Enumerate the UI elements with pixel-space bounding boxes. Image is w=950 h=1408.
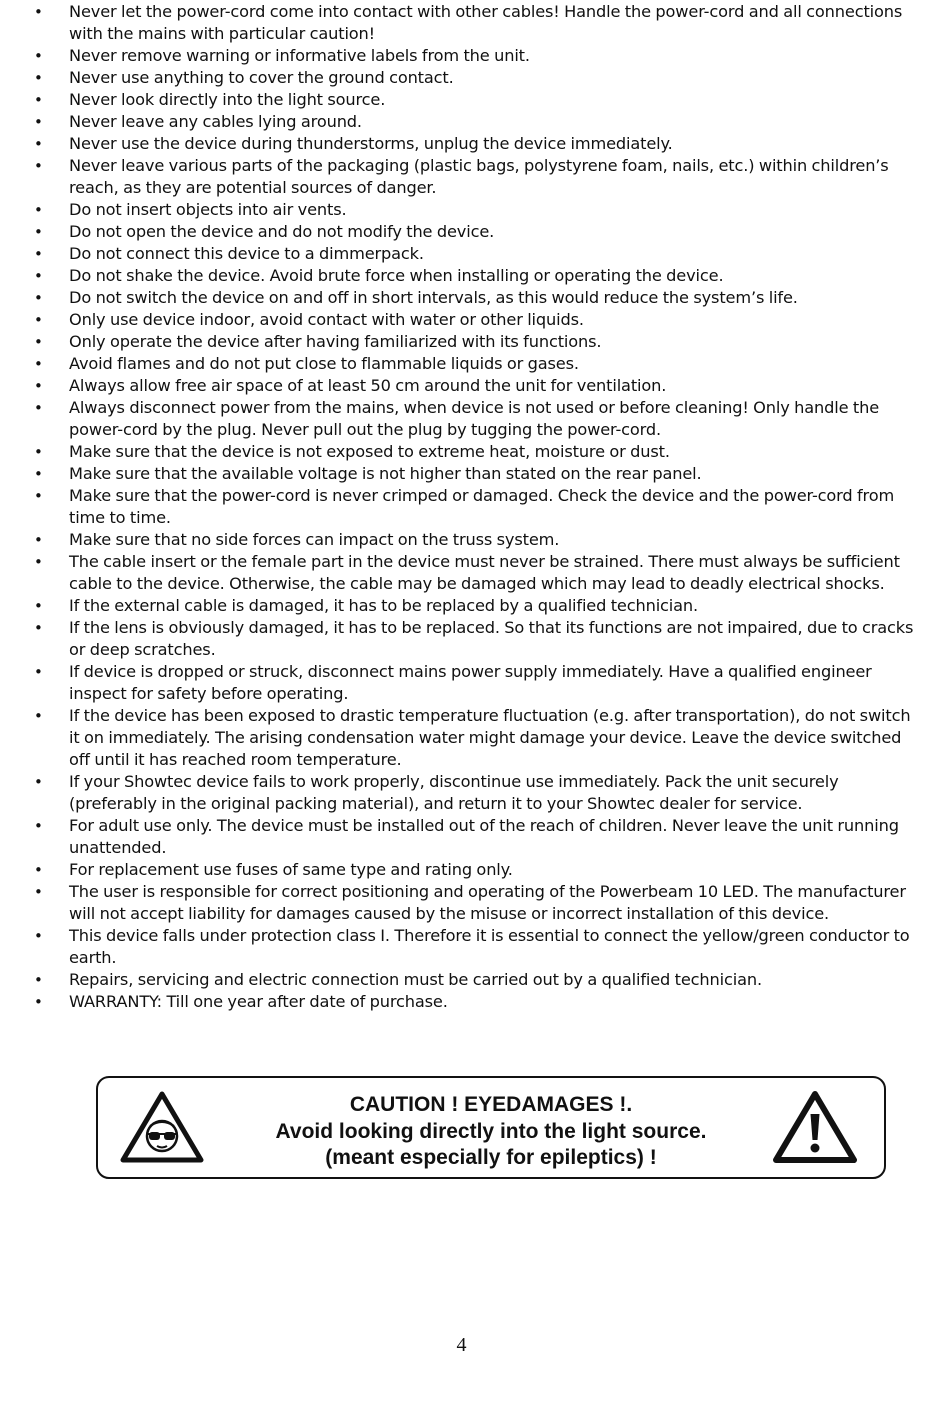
bullet: • <box>34 597 43 615</box>
list-item <box>0 309 950 331</box>
list-item <box>0 331 950 353</box>
list-item-text: Repairs, servicing and electric connection must be carried out by a qualified technician. <box>69 970 762 989</box>
bullet: • <box>34 487 43 505</box>
list-item-text: Make sure that the power-cord is never crimped or damaged. Check the device and the power-cord from time to time. <box>69 486 895 527</box>
list-item-text: Do not switch the device on and off in short intervals, as this would reduce the system’s life. <box>69 288 798 307</box>
bullet: • <box>34 531 43 549</box>
list-item-text: Always disconnect power from the mains, when device is not used or before cleaning! Only handle the power-cord by the plug. Never pull out the plug by tugging the power-cord. <box>69 398 880 439</box>
bullet: • <box>34 91 43 109</box>
bullet: • <box>34 47 43 65</box>
bullet: • <box>34 355 43 373</box>
bullet: • <box>34 443 43 461</box>
list-item-text: Never leave any cables lying around. <box>69 112 362 131</box>
list-item-text: WARRANTY: Till one year after date of purchase. <box>69 992 448 1011</box>
bullet: • <box>34 113 43 131</box>
bullet: • <box>34 927 43 945</box>
list-item <box>0 859 950 881</box>
list-item <box>0 243 950 265</box>
list-item <box>0 155 950 199</box>
list-item <box>0 595 950 617</box>
list-item-text: For replacement use fuses of same type and rating only. <box>69 860 513 879</box>
list-item <box>0 199 950 221</box>
list-item <box>0 991 950 1013</box>
list-item <box>0 705 950 771</box>
safety-instructions-list <box>0 1 950 1013</box>
list-item-text: If your Showtec device fails to work properly, discontinue use immediately. Pack the unit securely (preferably in the original packing material), and return it to your Showtec dealer for service. <box>69 772 839 813</box>
list-item-text: If the lens is obviously damaged, it has to be replaced. So that its functions are not impaired, due to cracks or deep scratches. <box>69 618 914 659</box>
bullet: • <box>34 773 43 791</box>
list-item <box>0 133 950 155</box>
list-item <box>0 661 950 705</box>
list-item-text: Make sure that no side forces can impact on the truss system. <box>69 530 560 549</box>
bullet: • <box>34 289 43 307</box>
list-item-text: Only use device indoor, avoid contact with water or other liquids. <box>69 310 584 329</box>
list-item <box>0 287 950 309</box>
bullet: • <box>34 553 43 571</box>
list-item-text: Never use the device during thunderstorms, unplug the device immediately. <box>69 134 673 153</box>
list-item-text: If the external cable is damaged, it has to be replaced by a qualified technician. <box>69 596 699 615</box>
list-item <box>0 221 950 243</box>
list-item-text: Never look directly into the light source. <box>69 90 386 109</box>
caution-message <box>98 1092 884 1172</box>
exclamation-warning-icon <box>773 1090 857 1164</box>
bullet: • <box>34 883 43 901</box>
page-number: 4 <box>456 1334 467 1356</box>
bullet: • <box>34 377 43 395</box>
caution-box <box>96 1076 886 1179</box>
bullet: • <box>34 223 43 241</box>
bullet: • <box>34 69 43 87</box>
list-item-text: Do not open the device and do not modify the device. <box>69 222 495 241</box>
bullet: • <box>34 201 43 219</box>
bullet: • <box>34 311 43 329</box>
list-item-text: Never let the power-cord come into contact with other cables! Handle the power-cord and all connections with the mains with particular caution! <box>69 2 903 43</box>
list-item <box>0 353 950 375</box>
bullet: • <box>34 993 43 1011</box>
list-item <box>0 881 950 925</box>
bullet: • <box>34 267 43 285</box>
list-item <box>0 397 950 441</box>
list-item-text: The cable insert or the female part in the device must never be strained. There must always be sufficient cable to the device. Otherwise, the cable may be damaged which may lead to deadly electrical shocks. <box>69 552 900 593</box>
list-item <box>0 815 950 859</box>
list-item-text: Avoid flames and do not put close to flammable liquids or gases. <box>69 354 579 373</box>
bullet: • <box>34 135 43 153</box>
bullet: • <box>34 333 43 351</box>
list-item-text: The user is responsible for correct positioning and operating of the Powerbeam 10 LED. The manufacturer will not accept liability for damages caused by the misuse or incorrect installation of this device. <box>69 882 906 923</box>
list-item <box>0 551 950 595</box>
list-item <box>0 925 950 969</box>
caution-heading: CAUTION ! EYEDAMAGES !. <box>349 1093 633 1116</box>
bullet: • <box>34 817 43 835</box>
list-item-text: Do not shake the device. Avoid brute force when installing or operating the device. <box>69 266 724 285</box>
bullet: • <box>34 157 43 175</box>
list-item <box>0 111 950 133</box>
bullet: • <box>34 245 43 263</box>
list-item-text: Never use anything to cover the ground contact. <box>69 68 454 87</box>
list-item-text: If the device has been exposed to drastic temperature fluctuation (e.g. after transportation), do not switch it on immediately. The arising condensation water might damage your device. Leave the device switched off until it has reached room temperature. <box>69 706 911 769</box>
list-item <box>0 1 950 45</box>
caution-line: (meant especially for epileptics) ! <box>325 1146 657 1169</box>
list-item <box>0 463 950 485</box>
bullet: • <box>34 3 43 21</box>
list-item <box>0 529 950 551</box>
bullet: • <box>34 861 43 879</box>
list-item <box>0 265 950 287</box>
bullet: • <box>34 707 43 725</box>
list-item-text: Make sure that the device is not exposed to extreme heat, moisture or dust. <box>69 442 670 461</box>
bullet: • <box>34 663 43 681</box>
list-item <box>0 67 950 89</box>
caution-line: Avoid looking directly into the light source. <box>275 1119 707 1143</box>
list-item-text: Never remove warning or informative labels from the unit. <box>69 46 530 65</box>
bullet: • <box>34 619 43 637</box>
bullet: • <box>34 399 43 417</box>
list-item-text: Make sure that the available voltage is not higher than stated on the rear panel. <box>69 464 702 483</box>
list-item-text: This device falls under protection class I. Therefore it is essential to connect the yellow/green conductor to earth. <box>69 926 910 967</box>
list-item <box>0 441 950 463</box>
list-item-text: Only operate the device after having familiarized with its functions. <box>69 332 602 351</box>
list-item <box>0 89 950 111</box>
list-item <box>0 485 950 529</box>
list-item-text: Never leave various parts of the packaging (plastic bags, polystyrene foam, nails, etc.) within children’s reach, as they are potential sources of danger. <box>69 156 889 197</box>
list-item <box>0 969 950 991</box>
list-item-text: Do not insert objects into air vents. <box>69 200 347 219</box>
list-item <box>0 45 950 67</box>
list-item <box>0 771 950 815</box>
bullet: • <box>34 465 43 483</box>
list-item <box>0 375 950 397</box>
list-item-text: For adult use only. The device must be installed out of the reach of children. Never leave the unit running unattended. <box>69 816 899 857</box>
list-item-text: Always allow free air space of at least 50 cm around the unit for ventilation. <box>69 376 667 395</box>
list-item-text: If device is dropped or struck, disconnect mains power supply immediately. Have a qualified engineer inspect for safety before operating. <box>69 662 872 703</box>
list-item-text: Do not connect this device to a dimmerpack. <box>69 244 424 263</box>
bullet: • <box>34 971 43 989</box>
list-item <box>0 617 950 661</box>
